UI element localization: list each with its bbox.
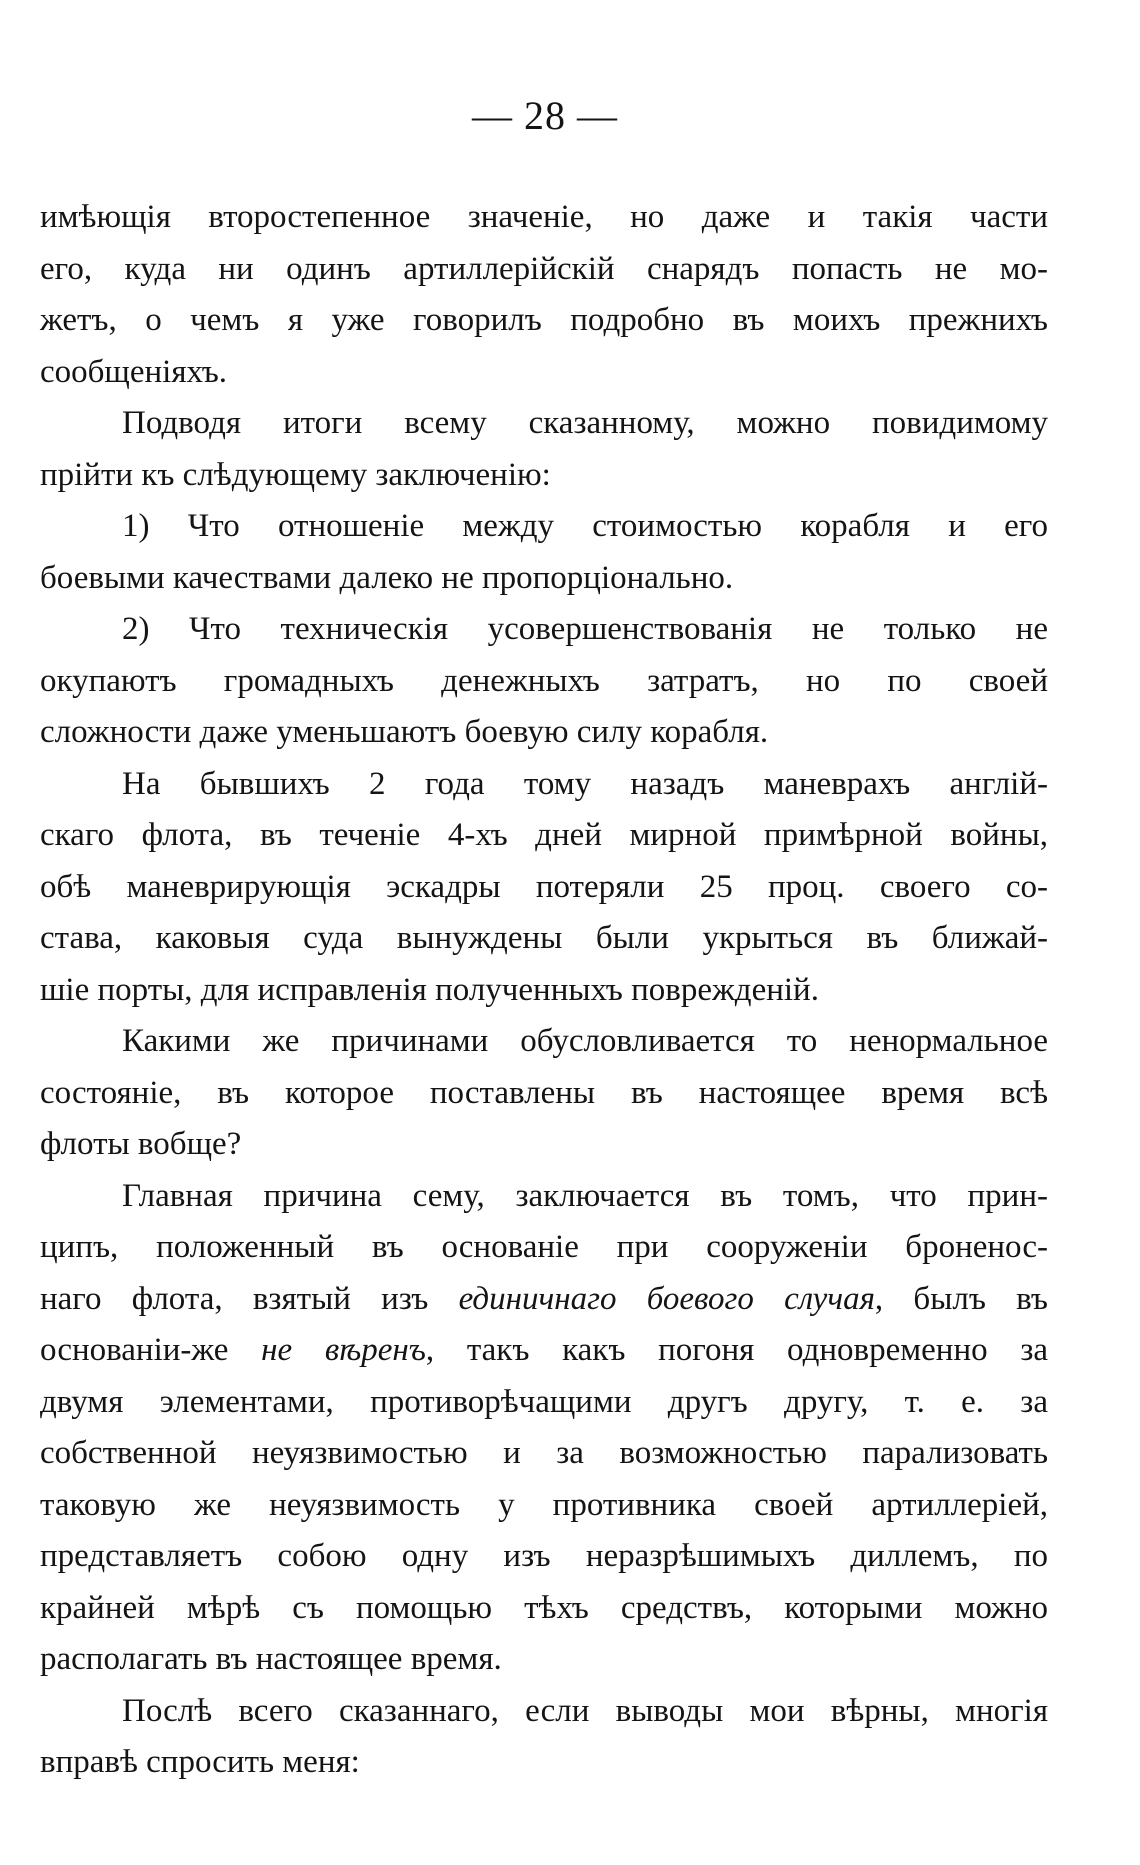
text-line bbox=[40, 965, 1048, 1017]
text-line-content: обѣ маневрирующія эскадры потеряли 25 проц. своего со- bbox=[40, 868, 1048, 905]
text-line-content: вправѣ спросить меня: bbox=[40, 1744, 360, 1780]
text-line bbox=[40, 1686, 1048, 1738]
text-line bbox=[40, 1480, 1048, 1532]
text-line bbox=[40, 759, 1048, 811]
text-line-content: , такъ какъ погоня одновременно за bbox=[425, 1332, 1048, 1368]
text-line-content: представляетъ собою одну изъ неразрѣшимыхъ диллемъ, по bbox=[40, 1538, 1048, 1574]
text-line bbox=[40, 1222, 1048, 1274]
text-line-content: 1) Что отношеніе между стоимостью корабля и его bbox=[122, 508, 1048, 544]
text-line bbox=[40, 604, 1048, 656]
text-line-content: шіе порты, для исправленія полученныхъ поврежденій. bbox=[40, 971, 819, 1008]
text-line-content: состояніе, въ которое поставлены въ настоящее время всѣ bbox=[40, 1074, 1048, 1111]
text-line bbox=[40, 1325, 1048, 1377]
text-line bbox=[40, 707, 1048, 759]
text-line-content: двумя элементами, противорѣчащими другъ другу, т. е. за bbox=[40, 1383, 1048, 1420]
text-line-content: окупаютъ громадныхъ денежныхъ затратъ, но по своей bbox=[40, 662, 1048, 699]
text-line bbox=[40, 1737, 1048, 1789]
text-line bbox=[40, 501, 1048, 553]
text-line bbox=[40, 1428, 1048, 1480]
text-line-content: располагать въ настоящее время. bbox=[40, 1641, 502, 1677]
text-line bbox=[40, 1016, 1048, 1068]
text-line-content: сообщеніяхъ. bbox=[40, 353, 228, 390]
text-line-content: собственной неуязвимостью и за возможностью парализовать bbox=[40, 1435, 1048, 1471]
text-line-content: боевыми качествами далеко не пропорціонально. bbox=[40, 559, 734, 596]
page-number: — 28 — bbox=[472, 93, 618, 138]
text-line bbox=[40, 1377, 1048, 1429]
text-line-content: наго флота, взятый изъ bbox=[40, 1280, 459, 1317]
text-line-content: Подводя итоги всему сказанному, можно повидимому bbox=[122, 405, 1048, 441]
text-line bbox=[40, 1119, 1048, 1171]
text-line-content: Главная причина сему, заключается въ томъ, что прин- bbox=[122, 1177, 1048, 1214]
text-line bbox=[40, 1274, 1048, 1326]
text-line-content: Какими же причинами обусловливается то ненормальное bbox=[122, 1023, 1048, 1059]
emphasized-text: единичнаго боевого случая bbox=[458, 1280, 875, 1317]
text-line bbox=[40, 347, 1048, 399]
body-text bbox=[40, 192, 1048, 1789]
text-line bbox=[40, 295, 1048, 347]
text-line bbox=[40, 553, 1048, 605]
text-line-content: ципъ, положенный въ основаніе при сооруженіи броненос- bbox=[40, 1229, 1048, 1265]
text-line-content: Послѣ всего сказаннаго, если выводы мои вѣрны, многія bbox=[122, 1692, 1048, 1729]
text-line-content: скаго флота, въ теченіе 4-хъ дней мирной примѣрной войны, bbox=[40, 817, 1048, 853]
text-line-content: 2) Что техническія усовершенствованія не только не bbox=[122, 611, 1048, 647]
text-line-content: флоты вобще? bbox=[40, 1126, 242, 1162]
text-line bbox=[40, 1583, 1048, 1635]
text-line-content: , былъ въ bbox=[874, 1280, 1048, 1317]
emphasized-text: не вѣренъ bbox=[261, 1332, 426, 1368]
text-line-content: сложности даже уменьшаютъ боевую силу корабля. bbox=[40, 714, 769, 750]
text-line bbox=[40, 1171, 1048, 1223]
text-line-content: жетъ, о чемъ я уже говорилъ подробно въ моихъ прежнихъ bbox=[40, 302, 1048, 338]
text-line bbox=[40, 398, 1048, 450]
text-line bbox=[40, 913, 1048, 965]
text-line bbox=[40, 862, 1048, 914]
text-line bbox=[40, 1531, 1048, 1583]
text-line bbox=[40, 1634, 1048, 1686]
text-line bbox=[40, 244, 1048, 296]
text-line-content: имѣющія второстепенное значеніе, но даже и такія части bbox=[40, 199, 1048, 235]
text-line-content: На бывшихъ 2 года тому назадъ маневрахъ англій- bbox=[122, 765, 1048, 802]
text-line bbox=[40, 450, 1048, 502]
text-line-content: его, куда ни одинъ артиллерійскій снарядъ попасть не мо- bbox=[40, 250, 1048, 287]
text-line bbox=[40, 192, 1048, 244]
text-line bbox=[40, 656, 1048, 708]
text-line-content: става, каковыя суда вынуждены были укрыться въ ближай- bbox=[40, 920, 1048, 956]
text-line-content: прійти къ слѣдующему заключенію: bbox=[40, 456, 551, 493]
text-line-content: таковую же неуязвимость у противника своей артиллеріей, bbox=[40, 1486, 1048, 1523]
text-line-content: основаніи-же bbox=[40, 1332, 262, 1368]
text-line-content: крайней мѣрѣ съ помощью тѣхъ средствъ, которыми можно bbox=[40, 1589, 1048, 1626]
text-line bbox=[40, 1068, 1048, 1120]
text-line bbox=[40, 810, 1048, 862]
